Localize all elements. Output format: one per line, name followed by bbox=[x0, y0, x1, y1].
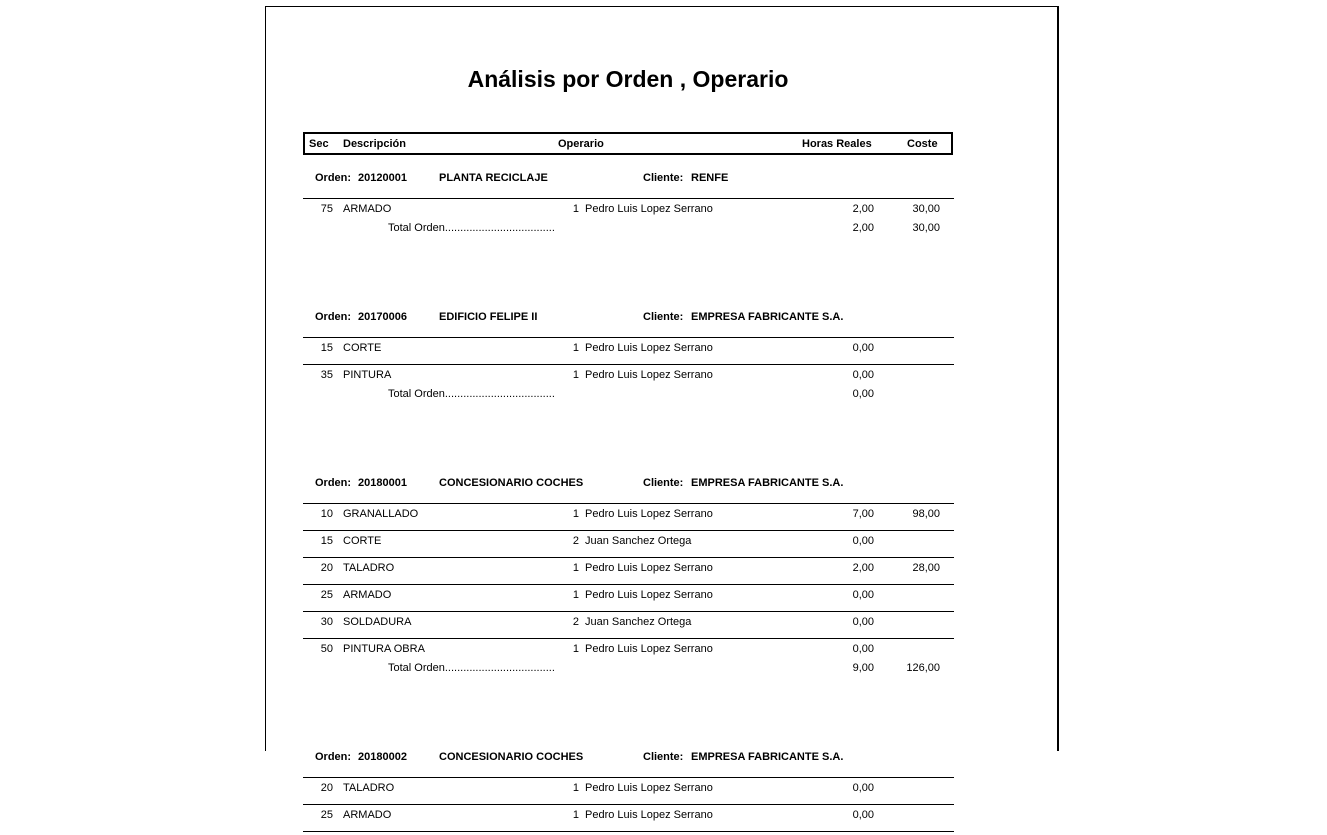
order-name: CONCESIONARIO COCHES bbox=[439, 751, 584, 763]
order-header bbox=[303, 751, 954, 777]
order-label: Orden: bbox=[315, 477, 352, 489]
order-total-row bbox=[303, 388, 954, 414]
cliente-name: EMPRESA FABRICANTE S.A. bbox=[691, 477, 844, 489]
horas-cell: 2,00 bbox=[852, 203, 874, 215]
row-divider bbox=[303, 831, 954, 832]
sec-cell: 20 bbox=[320, 562, 333, 574]
sec-cell: 25 bbox=[320, 809, 333, 821]
cliente-name: EMPRESA FABRICANTE S.A. bbox=[691, 751, 844, 763]
desc-cell: ARMADO bbox=[343, 589, 392, 601]
cliente-label: Cliente: bbox=[643, 172, 684, 184]
operario-number: 1 bbox=[572, 369, 579, 381]
order-header bbox=[303, 172, 954, 198]
horas-cell: 0,00 bbox=[852, 616, 874, 628]
operario-name: Pedro Luis Lopez Serrano bbox=[585, 203, 713, 215]
operario-number: 1 bbox=[572, 203, 579, 215]
horas-cell: 7,00 bbox=[852, 508, 874, 520]
operario-number: 1 bbox=[572, 782, 579, 794]
row-divider bbox=[303, 804, 954, 805]
operario-number: 1 bbox=[572, 342, 579, 354]
total-label: Total Orden.................................... bbox=[388, 222, 555, 234]
col-sec: Sec bbox=[309, 138, 329, 150]
coste-cell: 30,00 bbox=[912, 203, 940, 215]
total-horas: 9,00 bbox=[852, 662, 874, 674]
desc-cell: CORTE bbox=[343, 342, 382, 354]
row-divider bbox=[303, 503, 954, 504]
horas-cell: 0,00 bbox=[852, 342, 874, 354]
sec-cell: 15 bbox=[320, 535, 333, 547]
coste-cell: 28,00 bbox=[912, 562, 940, 574]
row-divider bbox=[303, 638, 954, 639]
row-divider bbox=[303, 364, 954, 365]
total-label: Total Orden.................................... bbox=[388, 388, 555, 400]
col-operario: Operario bbox=[558, 138, 604, 150]
order-name: PLANTA RECICLAJE bbox=[439, 172, 548, 184]
order-header bbox=[303, 311, 954, 337]
sec-cell: 75 bbox=[320, 203, 333, 215]
order-label: Orden: bbox=[315, 751, 352, 763]
sec-cell: 20 bbox=[320, 782, 333, 794]
desc-cell: SOLDADURA bbox=[343, 616, 412, 628]
order-name: CONCESIONARIO COCHES bbox=[439, 477, 584, 489]
operario-name: Pedro Luis Lopez Serrano bbox=[585, 809, 713, 821]
row-divider bbox=[303, 557, 954, 558]
operario-number: 2 bbox=[572, 535, 579, 547]
total-horas: 0,00 bbox=[852, 388, 874, 400]
horas-cell: 0,00 bbox=[852, 782, 874, 794]
operario-name: Pedro Luis Lopez Serrano bbox=[585, 369, 713, 381]
operario-name: Pedro Luis Lopez Serrano bbox=[585, 589, 713, 601]
order-number: 20170006 bbox=[358, 311, 407, 323]
order-number: 20180001 bbox=[358, 477, 407, 489]
operario-number: 1 bbox=[572, 589, 579, 601]
sec-cell: 10 bbox=[320, 508, 333, 520]
sec-cell: 50 bbox=[320, 643, 333, 655]
col-horas: Horas Reales bbox=[802, 138, 872, 150]
order-number: 20120001 bbox=[358, 172, 407, 184]
operario-number: 1 bbox=[572, 508, 579, 520]
col-coste: Coste bbox=[907, 138, 938, 150]
report-body bbox=[266, 7, 1057, 821]
order-label: Orden: bbox=[315, 172, 352, 184]
coste-cell: 98,00 bbox=[912, 508, 940, 520]
report-title: Análisis por Orden , Operario bbox=[467, 66, 789, 92]
report-page bbox=[265, 6, 1059, 821]
horas-cell: 0,00 bbox=[852, 643, 874, 655]
sec-cell: 30 bbox=[320, 616, 333, 628]
order-total-row bbox=[303, 222, 954, 248]
desc-cell: GRANALLADO bbox=[343, 508, 419, 520]
order-label: Orden: bbox=[315, 311, 352, 323]
desc-cell: ARMADO bbox=[343, 809, 392, 821]
total-coste: 126,00 bbox=[906, 662, 940, 674]
order-name: EDIFICIO FELIPE II bbox=[439, 311, 538, 323]
col-descripcion: Descripción bbox=[343, 138, 406, 150]
operario-number: 2 bbox=[572, 616, 579, 628]
cliente-name: RENFE bbox=[691, 172, 729, 184]
row-divider bbox=[303, 611, 954, 612]
operario-name: Pedro Luis Lopez Serrano bbox=[585, 508, 713, 520]
desc-cell: PINTURA OBRA bbox=[343, 643, 425, 655]
horas-cell: 0,00 bbox=[852, 369, 874, 381]
operario-name: Pedro Luis Lopez Serrano bbox=[585, 782, 713, 794]
horas-cell: 0,00 bbox=[852, 809, 874, 821]
order-header bbox=[303, 477, 954, 503]
operario-name: Pedro Luis Lopez Serrano bbox=[585, 643, 713, 655]
desc-cell: ARMADO bbox=[343, 203, 392, 215]
sec-cell: 25 bbox=[320, 589, 333, 601]
desc-cell: TALADRO bbox=[343, 782, 395, 794]
row-divider bbox=[303, 777, 954, 778]
desc-cell: TALADRO bbox=[343, 562, 395, 574]
operario-number: 1 bbox=[572, 562, 579, 574]
horas-cell: 2,00 bbox=[852, 562, 874, 574]
total-horas: 2,00 bbox=[852, 222, 874, 234]
row-divider bbox=[303, 337, 954, 338]
cliente-label: Cliente: bbox=[643, 751, 684, 763]
operario-name: Juan Sanchez Ortega bbox=[585, 535, 692, 547]
operario-number: 1 bbox=[572, 809, 579, 821]
order-number: 20180002 bbox=[358, 751, 407, 763]
sec-cell: 15 bbox=[320, 342, 333, 354]
cliente-label: Cliente: bbox=[643, 311, 684, 323]
horas-cell: 0,00 bbox=[852, 535, 874, 547]
cliente-label: Cliente: bbox=[643, 477, 684, 489]
order-total-row bbox=[303, 662, 954, 688]
row-divider bbox=[303, 198, 954, 199]
total-label: Total Orden.................................... bbox=[388, 662, 555, 674]
cliente-name: EMPRESA FABRICANTE S.A. bbox=[691, 311, 844, 323]
horas-cell: 0,00 bbox=[852, 589, 874, 601]
row-divider bbox=[303, 584, 954, 585]
total-coste: 30,00 bbox=[912, 222, 940, 234]
operario-name: Juan Sanchez Ortega bbox=[585, 616, 692, 628]
operario-name: Pedro Luis Lopez Serrano bbox=[585, 342, 713, 354]
row-divider bbox=[303, 530, 954, 531]
desc-cell: CORTE bbox=[343, 535, 382, 547]
desc-cell: PINTURA bbox=[343, 369, 392, 381]
operario-name: Pedro Luis Lopez Serrano bbox=[585, 562, 713, 574]
sec-cell: 35 bbox=[320, 369, 333, 381]
operario-number: 1 bbox=[572, 643, 579, 655]
